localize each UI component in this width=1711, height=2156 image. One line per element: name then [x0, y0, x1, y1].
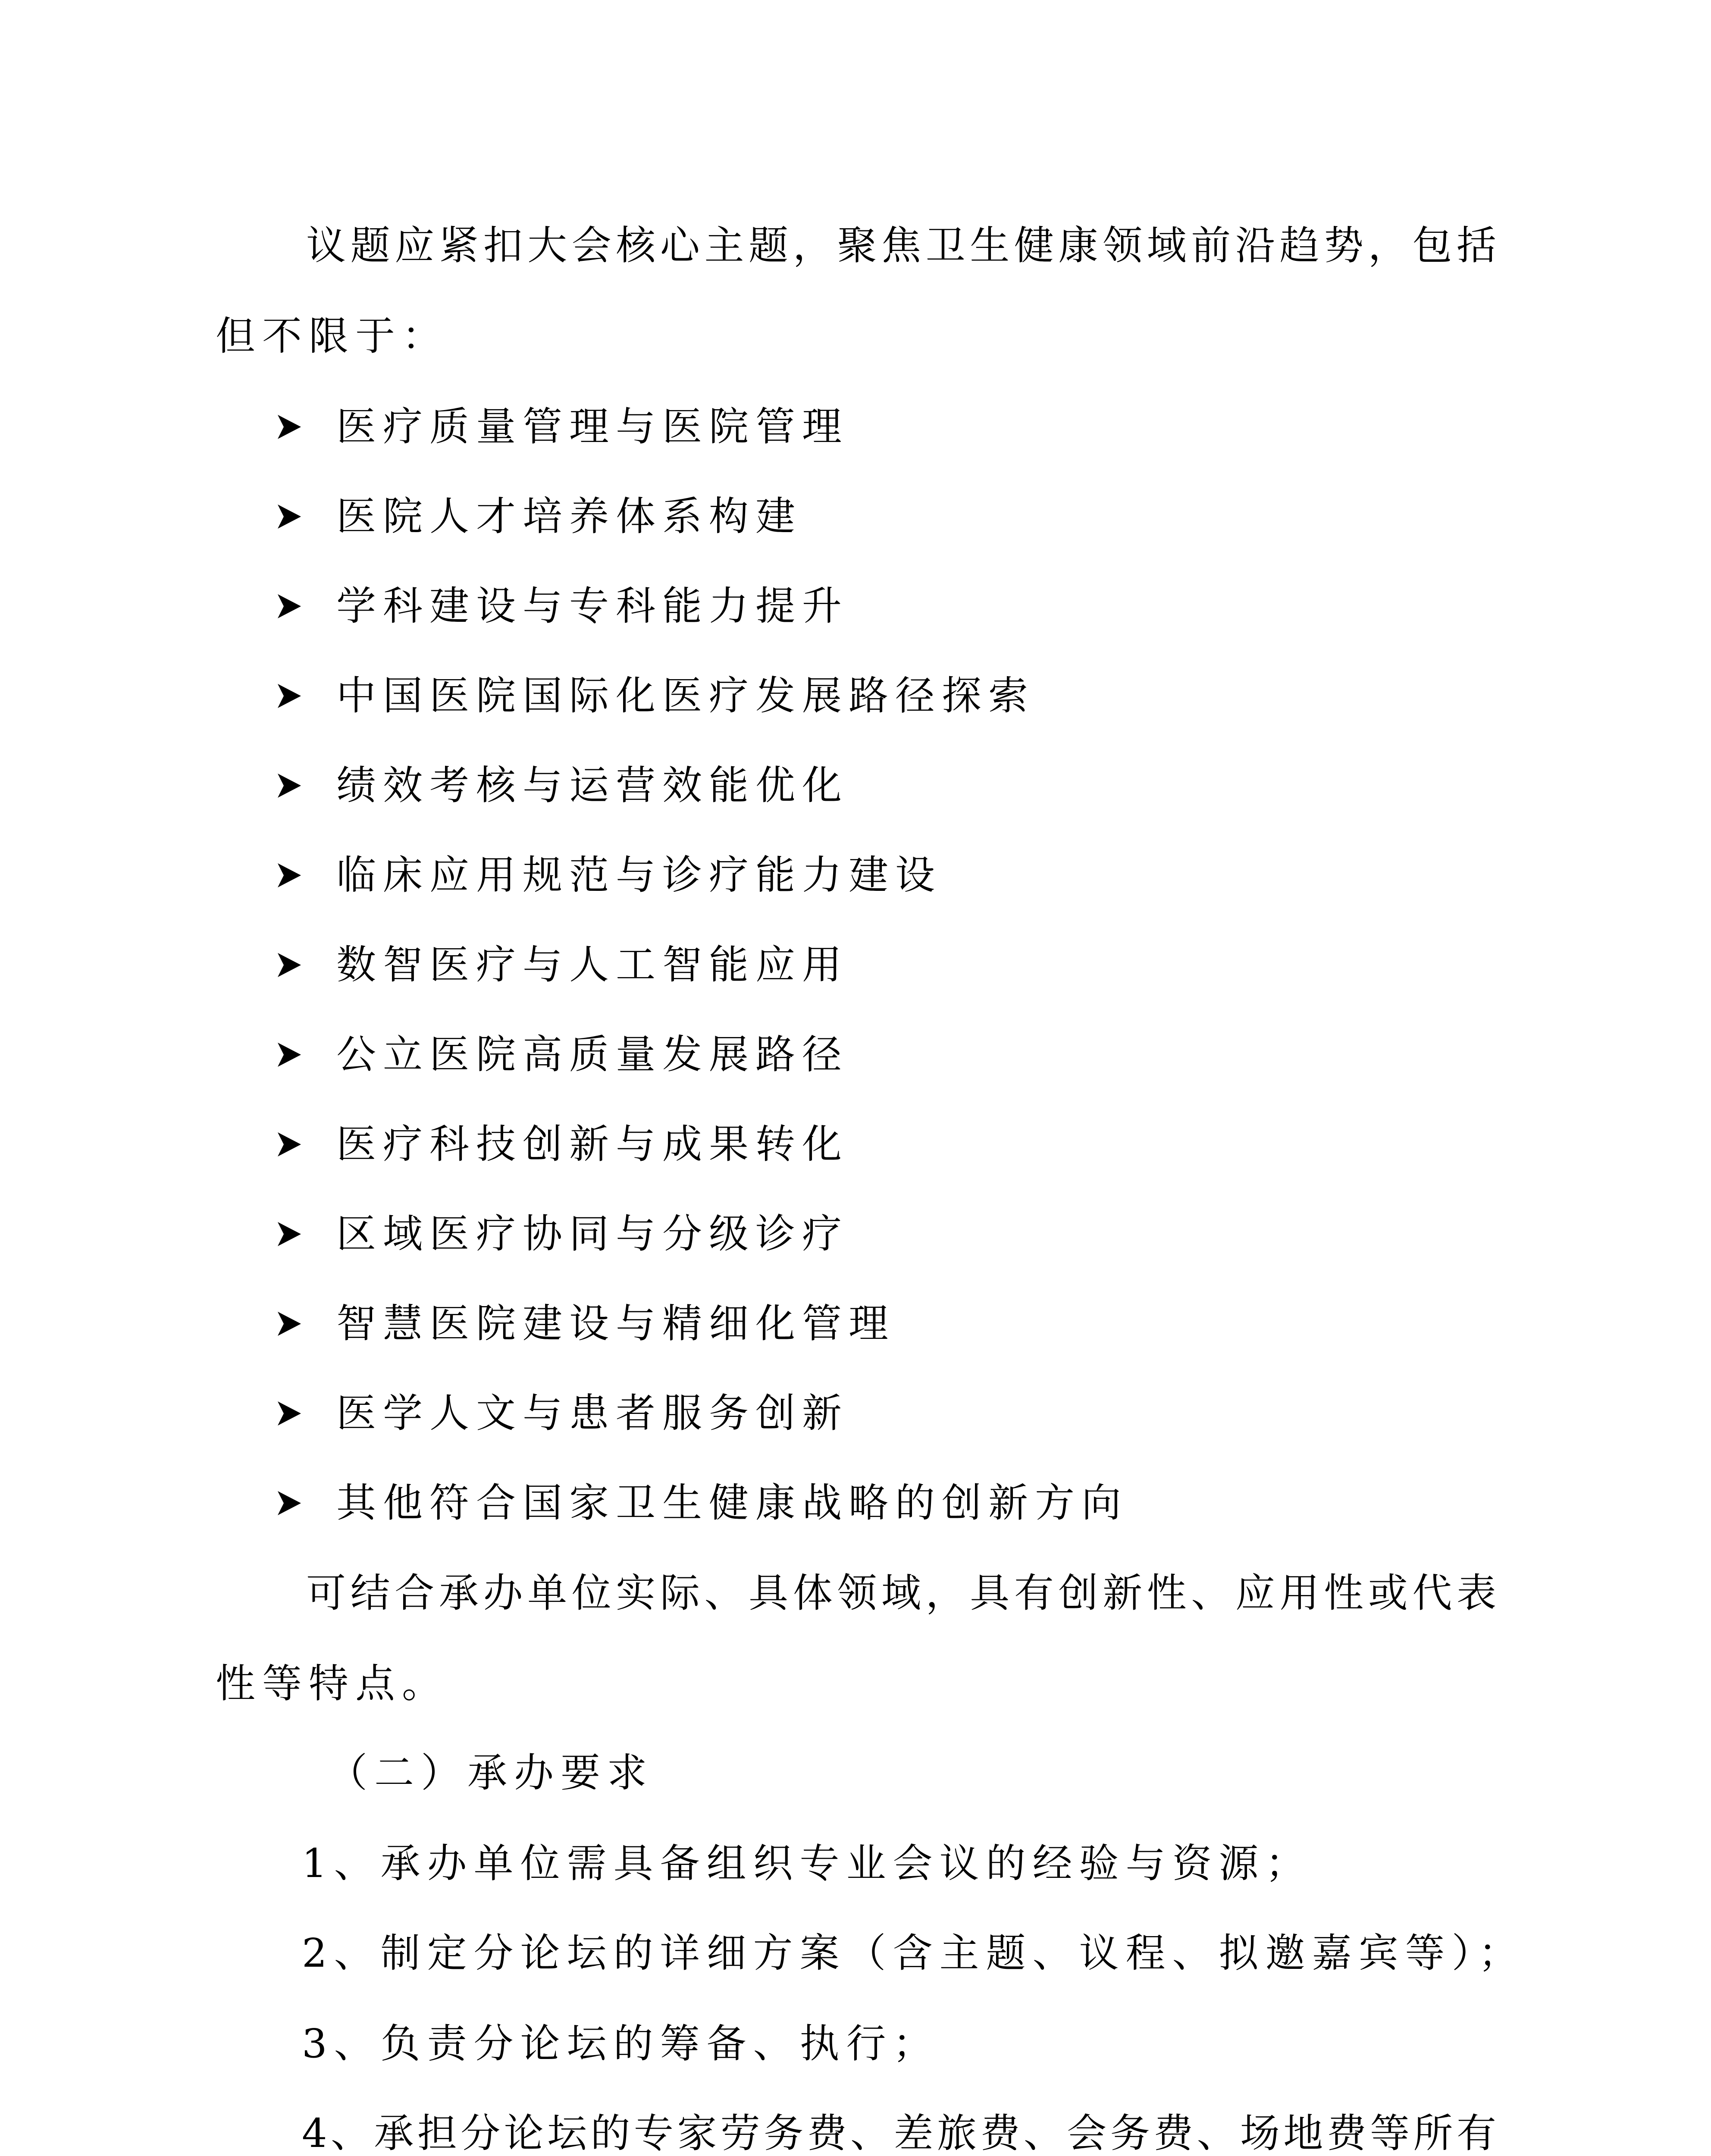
arrowhead-bullet-icon	[276, 504, 302, 530]
arrowhead-bullet-icon	[276, 414, 302, 440]
closing-line-1: 可结合承办单位实际、具体领域，具有创新性、应用性或代表	[306, 1570, 1496, 1616]
arrowhead-bullet-icon	[276, 683, 302, 709]
topic-text: 区域医疗协同与分级诊疗	[336, 1211, 849, 1257]
intro-line-2: 但不限于：	[216, 313, 449, 359]
requirement-item: 3、负责分论坛的筹备、执行；	[302, 2021, 940, 2067]
arrowhead-bullet-icon	[276, 952, 302, 978]
topic-text: 医疗质量管理与医院管理	[336, 404, 849, 450]
topic-text: 医疗科技创新与成果转化	[336, 1121, 849, 1167]
topic-text: 绩效考核与运营效能优化	[336, 762, 849, 808]
arrowhead-bullet-icon	[276, 1042, 302, 1068]
arrowhead-bullet-icon	[276, 1131, 302, 1157]
topic-text: 医学人文与患者服务创新	[336, 1390, 849, 1436]
arrowhead-bullet-icon	[276, 773, 302, 799]
topic-text: 中国医院国际化医疗发展路径探索	[336, 673, 1035, 719]
arrowhead-bullet-icon	[276, 1401, 302, 1426]
topic-text: 公立医院高质量发展路径	[336, 1031, 849, 1078]
closing-line-2: 性等特点。	[216, 1661, 449, 1707]
arrowhead-bullet-icon	[276, 1311, 302, 1337]
arrowhead-bullet-icon	[276, 593, 302, 619]
topic-text: 数智医疗与人工智能应用	[336, 942, 849, 988]
arrowhead-bullet-icon	[276, 1490, 302, 1516]
arrowhead-bullet-icon	[276, 1221, 302, 1247]
topic-text: 其他符合国家卫生健康战略的创新方向	[336, 1480, 1128, 1526]
topic-text: 医院人才培养体系构建	[336, 493, 802, 539]
intro-line-1: 议题应紧扣大会核心主题，聚焦卫生健康领域前沿趋势，包括	[306, 222, 1496, 269]
topic-text: 临床应用规范与诊疗能力建设	[336, 852, 942, 898]
section-heading: （二）承办要求	[328, 1750, 654, 1796]
requirement-item: 2、制定分论坛的详细方案（含主题、议程、拟邀嘉宾等）；	[302, 1930, 1525, 1976]
requirement-item: 4、承担分论坛的专家劳务费、差旅费、会务费、场地费等所有	[302, 2110, 1496, 2156]
topic-text: 智慧医院建设与精细化管理	[336, 1300, 896, 1347]
topic-text: 学科建设与专科能力提升	[336, 583, 849, 629]
requirement-item: 1、承办单位需具备组织专业会议的经验与资源；	[302, 1840, 1312, 1887]
arrowhead-bullet-icon	[276, 862, 302, 888]
